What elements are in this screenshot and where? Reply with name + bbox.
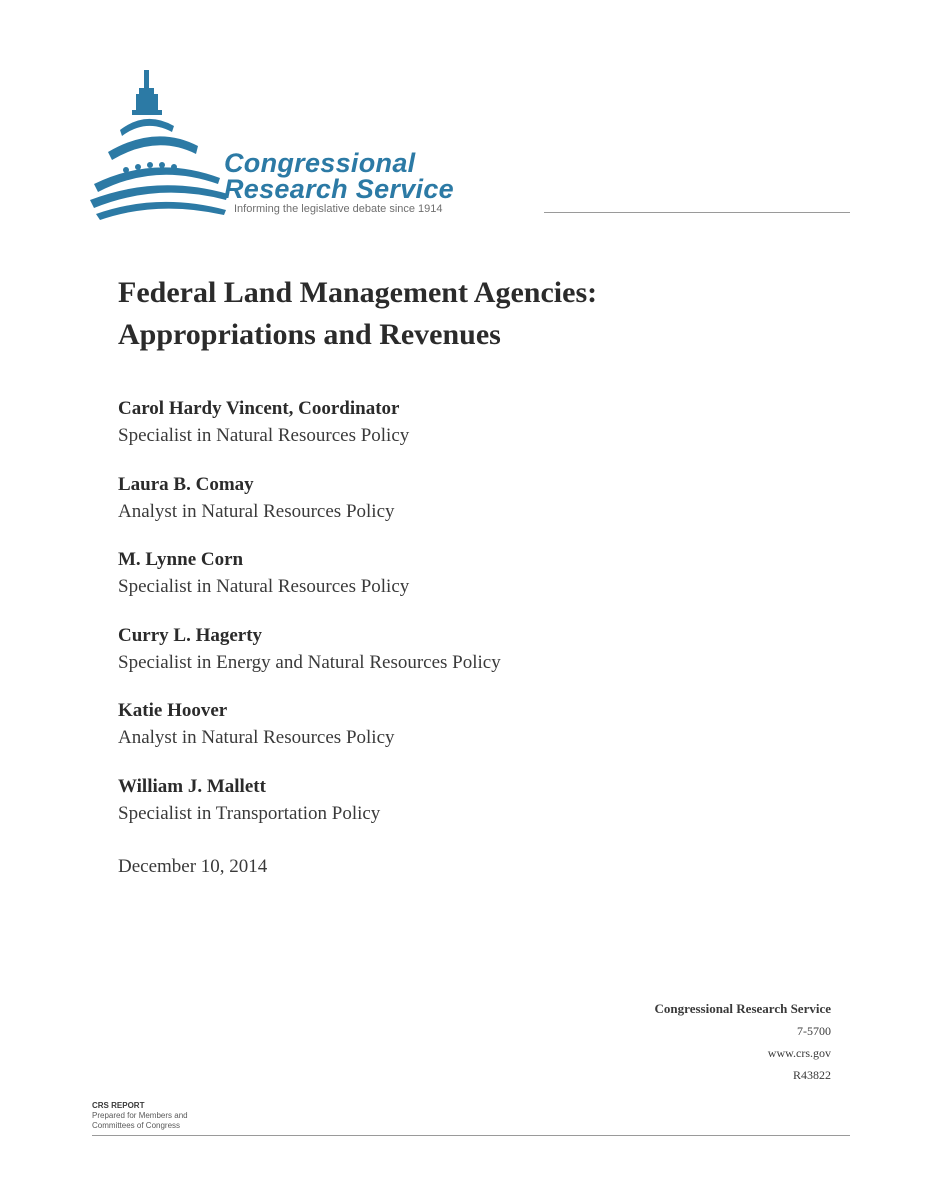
footer-divider [92, 1135, 850, 1136]
author-entry [118, 472, 758, 548]
author-role: Analyst in Natural Resources Policy [118, 500, 395, 522]
author-role: Specialist in Natural Resources Policy [118, 425, 410, 446]
author-entry [118, 774, 758, 850]
report-organization: Congressional Research Service [654, 1001, 831, 1016]
author-role: Specialist in Natural Resources Policy [118, 576, 410, 597]
report-title-line1: Federal Land Management Agencies: [118, 276, 598, 309]
report-date: December 10, 2014 [118, 856, 268, 877]
report-title [118, 272, 818, 356]
report-title-line2: Appropriations and Revenues [118, 318, 501, 351]
author-entry [118, 547, 758, 623]
author-entry [118, 698, 758, 774]
author-name: Katie Hoover [118, 700, 228, 721]
author-entry [118, 396, 758, 472]
author-name: M. Lynne Corn [118, 549, 244, 570]
author-name: Curry L. Hagerty [118, 624, 263, 646]
report-website: www.crs.gov [767, 1046, 831, 1060]
report-number: R43822 [792, 1068, 831, 1082]
author-role: Analyst in Natural Resources Policy [118, 727, 395, 748]
author-entry [118, 623, 758, 699]
report-code: 7-5700 [797, 1024, 831, 1038]
brand-name-line2: Research Service [224, 174, 454, 204]
crs-report-heading: CRS REPORT [92, 1101, 145, 1110]
tagline-divider [544, 212, 850, 213]
brand-tagline: Informing the legislative debate since 1914 [234, 203, 443, 215]
author-name: William J. Mallett [118, 775, 266, 797]
author-role: Specialist in Transportation Policy [118, 802, 381, 824]
capitol-dome-icon [86, 66, 232, 222]
brand-name-line1: Congressional [224, 148, 416, 178]
author-role: Specialist in Energy and Natural Resources Policy [118, 651, 501, 673]
crs-report-subtitle-line1: Prepared for Members and [92, 1111, 188, 1120]
crs-report-label [92, 1101, 188, 1131]
report-info-block [655, 998, 831, 1086]
crs-report-subtitle-line2: Committees of Congress [92, 1121, 181, 1130]
author-name: Carol Hardy Vincent, Coordinator [118, 398, 400, 419]
author-name: Laura B. Comay [118, 473, 254, 495]
author-list [118, 396, 758, 849]
